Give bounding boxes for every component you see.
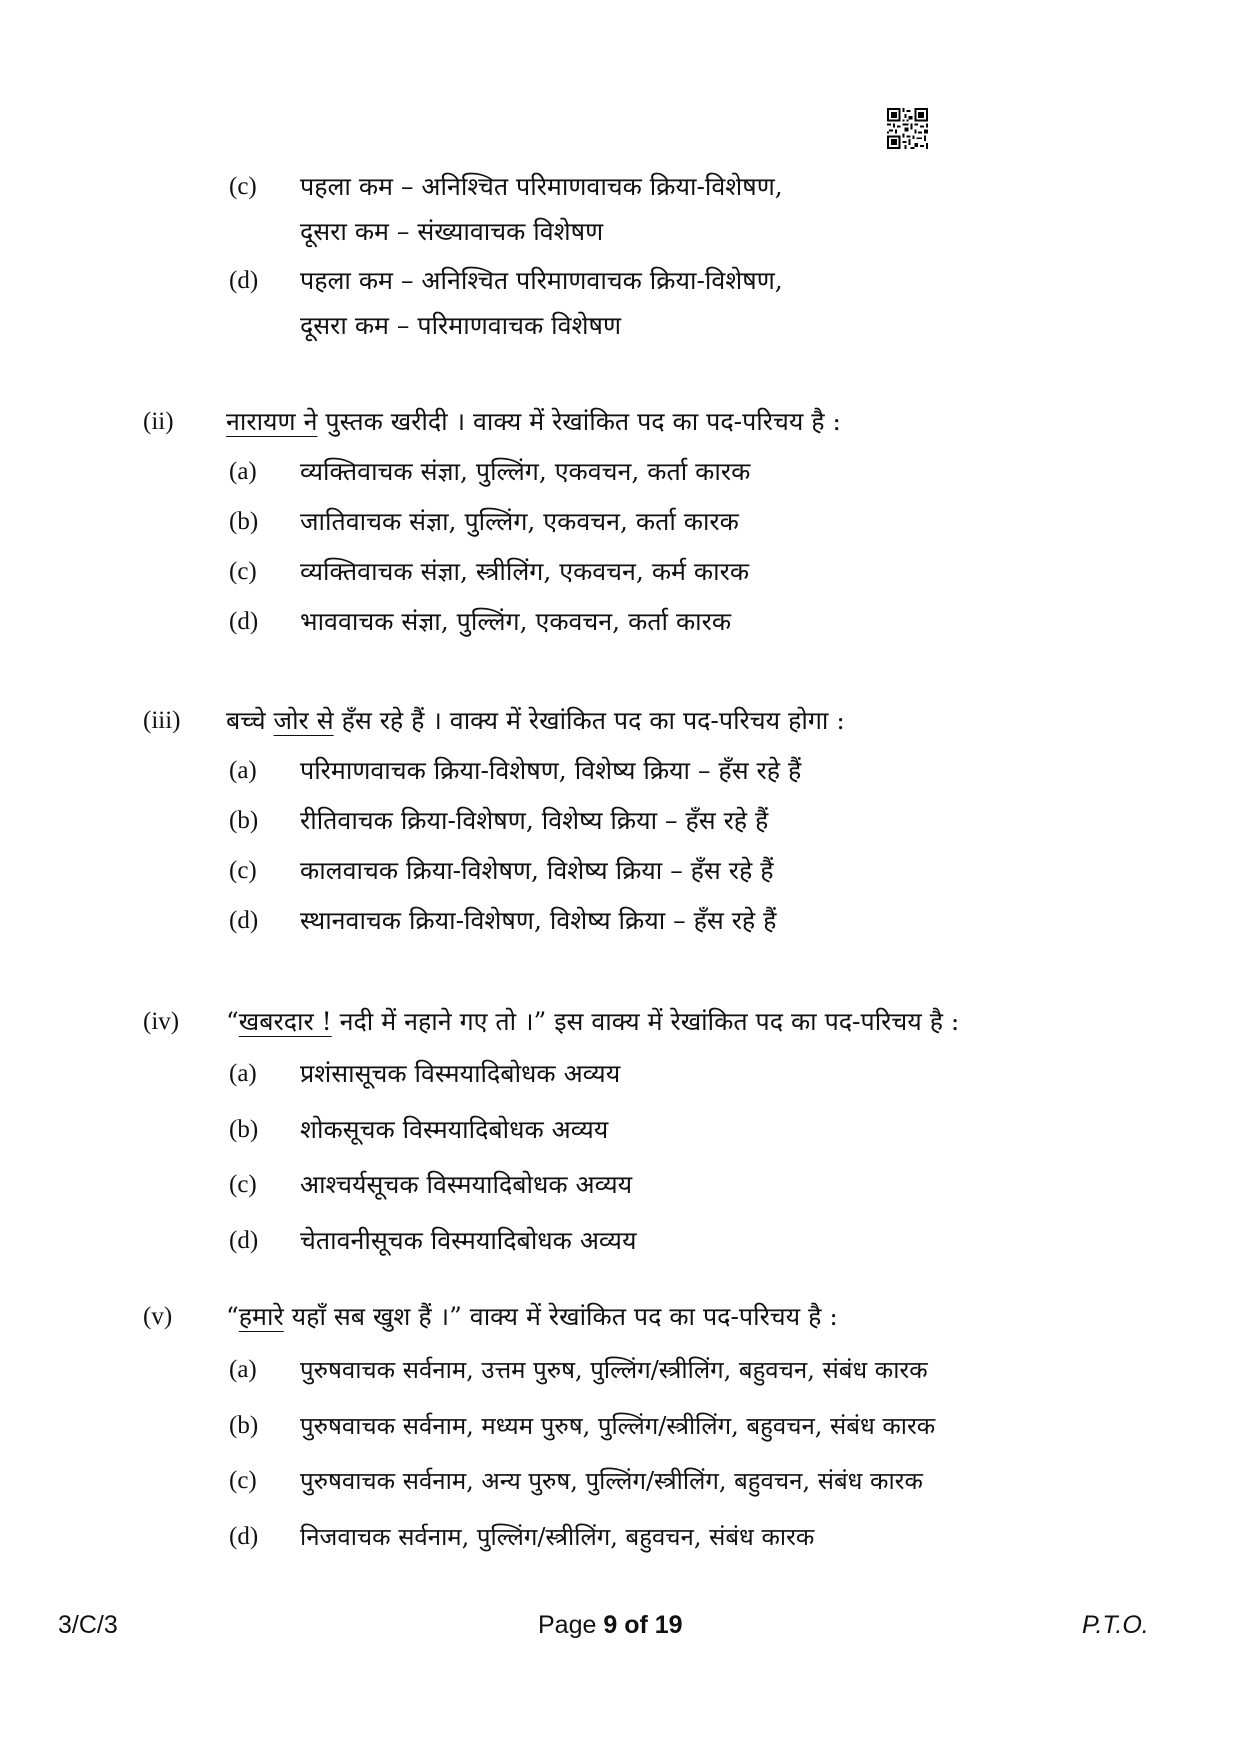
option-label: (a) <box>229 757 257 784</box>
option-text: प्रशंसासूचक विस्मयादिबोधक अव्यय <box>300 1059 621 1088</box>
option-label: (c) <box>229 558 257 585</box>
option-label: (c) <box>229 1467 257 1494</box>
option-label: (d) <box>229 907 259 934</box>
option-text: व्यक्तिवाचक संज्ञा, स्त्रीलिंग, एकवचन, कर्म कारक <box>300 557 750 586</box>
option-text: शोकसूचक विस्मयादिबोधक अव्यय <box>300 1115 609 1144</box>
option-label: (b) <box>229 508 259 535</box>
underlined-term: नारायण ने <box>226 407 318 436</box>
option-text: दूसरा कम – परिमाणवाचक विशेषण <box>300 311 622 340</box>
question-before: बच्चे <box>226 706 274 735</box>
option-text: पहला कम – अनिश्चित परिमाणवाचक क्रिया-विशेषण, <box>300 266 783 295</box>
option-text: रीतिवाचक क्रिया-विशेषण, विशेष्य क्रिया – हँस रहे हैं <box>300 806 769 835</box>
question-number: (iii) <box>143 707 181 734</box>
question-rest: नदी में नहाने गए तो ।” इस वाक्य में रेखांकित पद का पद-परिचय है : <box>331 1007 960 1036</box>
question-number: (iv) <box>143 1008 180 1035</box>
option-text: परिमाणवाचक क्रिया-विशेषण, विशेष्य क्रिया – हँस रहे हैं <box>300 756 802 785</box>
option-label: (b) <box>229 1412 259 1439</box>
option-text: चेतावनीसूचक विस्मयादिबोधक अव्यय <box>300 1226 637 1255</box>
page-total: 19 <box>654 1611 683 1639</box>
option-text: कालवाचक क्रिया-विशेषण, विशेष्य क्रिया – हँस रहे हैं <box>300 856 774 885</box>
option-text: निजवाचक सर्वनाम, पुल्लिंग/स्त्रीलिंग, बहुवचन, संबंध कारक <box>300 1523 815 1551</box>
question-before: “ <box>226 1302 239 1331</box>
question-number: (v) <box>143 1303 173 1330</box>
question-rest: हँस रहे हैं । वाक्य में रेखांकित पद का पद-परिचय होगा : <box>333 706 845 735</box>
underlined-term: जोर से <box>273 706 334 735</box>
option-label: (c) <box>229 857 257 884</box>
option-label: (c) <box>229 173 257 200</box>
option-text: पुरुषवाचक सर्वनाम, अन्य पुरुष, पुल्लिंग/स्त्रीलिंग, बहुवचन, संबंध कारक <box>300 1467 923 1495</box>
question-rest: यहाँ सब खुश हैं ।” वाक्य में रेखांकित पद का पद-परिचय है : <box>283 1302 838 1331</box>
page-number: 9 <box>603 1611 618 1639</box>
option-text: पहला कम – अनिश्चित परिमाणवाचक क्रिया-विशेषण, <box>300 172 783 201</box>
option-label: (d) <box>229 1523 259 1550</box>
question-text <box>226 704 845 738</box>
option-text: आश्चर्यसूचक विस्मयादिबोधक अव्यय <box>300 1170 633 1199</box>
qr-code-icon <box>887 108 928 149</box>
question-text <box>226 1005 959 1039</box>
option-text: पुरुषवाचक सर्वनाम, उत्तम पुरुष, पुल्लिंग/स्त्रीलिंग, बहुवचन, संबंध कारक <box>300 1356 928 1384</box>
page-indicator <box>538 1608 683 1642</box>
paper-code: 3/C/3 <box>58 1611 118 1639</box>
underlined-term: खबरदार ! <box>238 1007 332 1036</box>
question-rest: पुस्तक खरीदी । वाक्य में रेखांकित पद का पद-परिचय है : <box>317 407 841 436</box>
question-text <box>226 405 841 439</box>
question-text <box>226 1300 838 1334</box>
option-label: (d) <box>229 267 259 294</box>
underlined-term: हमारे <box>238 1302 284 1331</box>
option-text: व्यक्तिवाचक संज्ञा, पुल्लिंग, एकवचन, कर्ता कारक <box>300 457 751 486</box>
option-label: (b) <box>229 1116 259 1143</box>
question-number: (ii) <box>143 408 174 435</box>
page-of: of <box>617 1611 655 1639</box>
option-label: (a) <box>229 1060 257 1087</box>
question-before: “ <box>226 1007 239 1036</box>
pto-label: P.T.O. <box>1082 1611 1149 1639</box>
option-text: स्थानवाचक क्रिया-विशेषण, विशेष्य क्रिया – हँस रहे हैं <box>300 906 777 935</box>
page-prefix: Page <box>538 1611 604 1639</box>
option-label: (a) <box>229 458 257 485</box>
option-text: भाववाचक संज्ञा, पुल्लिंग, एकवचन, कर्ता कारक <box>300 607 732 636</box>
option-label: (c) <box>229 1171 257 1198</box>
option-label: (b) <box>229 807 259 834</box>
option-label: (a) <box>229 1356 257 1383</box>
option-text: दूसरा कम – संख्यावाचक विशेषण <box>300 217 604 246</box>
option-label: (d) <box>229 1227 259 1254</box>
option-text: जातिवाचक संज्ञा, पुल्लिंग, एकवचन, कर्ता कारक <box>300 507 739 536</box>
option-label: (d) <box>229 608 259 635</box>
option-text: पुरुषवाचक सर्वनाम, मध्यम पुरुष, पुल्लिंग/स्त्रीलिंग, बहुवचन, संबंध कारक <box>300 1412 936 1440</box>
